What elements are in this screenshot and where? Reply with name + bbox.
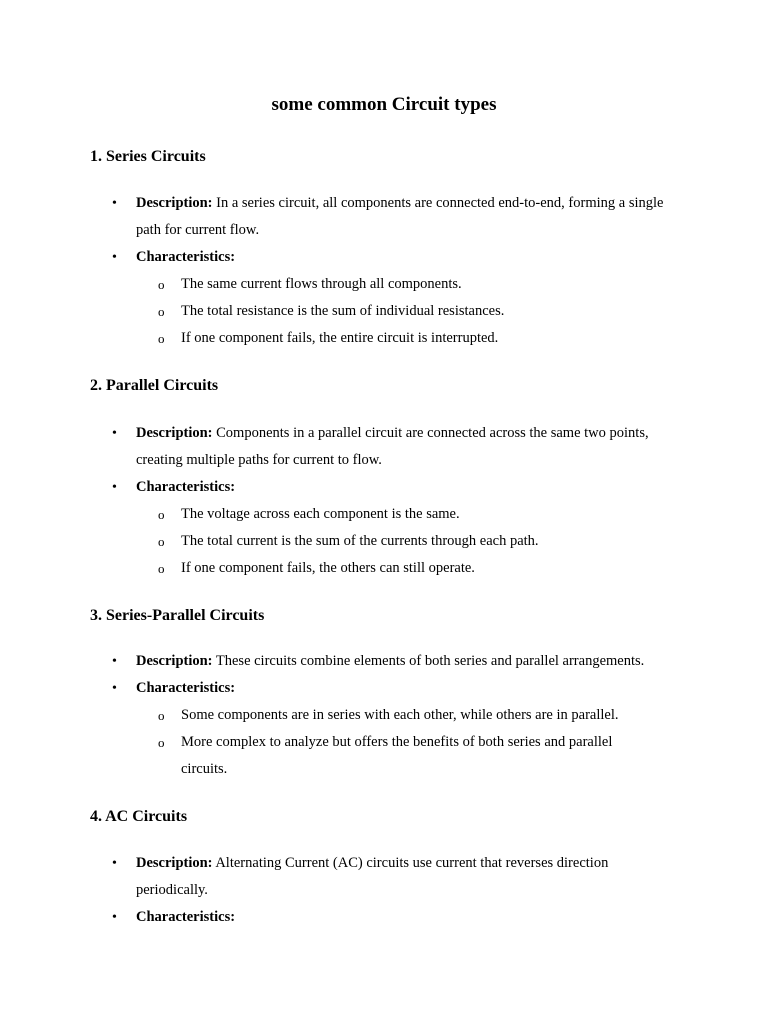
list-item-description bbox=[0, 648, 768, 675]
bullet-icon: • bbox=[112, 480, 117, 495]
circle-bullet-icon: o bbox=[158, 507, 165, 522]
bullet-icon: • bbox=[112, 856, 117, 871]
characteristics-label: Characteristics: bbox=[136, 249, 236, 265]
characteristic-text: The total current is the sum of the currents through each path. bbox=[181, 533, 539, 549]
circle-bullet-icon: o bbox=[158, 304, 165, 319]
description-label: Description: bbox=[136, 653, 213, 669]
characteristic-text: If one component fails, the entire circuit is interrupted. bbox=[181, 330, 499, 346]
description-text: These circuits combine elements of both series and parallel arrangements. bbox=[212, 653, 645, 669]
page-title: some common Circuit types bbox=[271, 94, 497, 115]
characteristic-text: The total resistance is the sum of individual resistances. bbox=[181, 303, 505, 319]
description-text: In a series circuit, all components are connected end-to-end, forming a single path for current flow. bbox=[136, 195, 664, 238]
list-item-characteristics bbox=[0, 244, 768, 271]
sub-list-item bbox=[0, 271, 768, 298]
characteristics-label: Characteristics: bbox=[136, 909, 236, 925]
circle-bullet-icon: o bbox=[158, 331, 165, 346]
sub-list-item bbox=[0, 555, 768, 582]
bullet-icon: • bbox=[112, 250, 117, 265]
bullet-icon: • bbox=[112, 196, 117, 211]
circle-bullet-icon: o bbox=[158, 561, 165, 576]
sub-list-item bbox=[0, 325, 768, 352]
description-label: Description: bbox=[136, 195, 213, 211]
bullet-icon: • bbox=[112, 681, 117, 696]
sub-list-item bbox=[0, 528, 768, 555]
circle-bullet-icon: o bbox=[158, 735, 165, 750]
section-body-series-parallel bbox=[0, 648, 768, 783]
section-heading-series-parallel: 3. Series-Parallel Circuits bbox=[90, 607, 265, 624]
description-text: Alternating Current (AC) circuits use current that reverses direction periodically. bbox=[136, 855, 609, 898]
characteristic-text: Some components are in series with each other, while others are in parallel. bbox=[181, 707, 619, 723]
circle-bullet-icon: o bbox=[158, 708, 165, 723]
list-item-description bbox=[0, 420, 768, 474]
circle-bullet-icon: o bbox=[158, 534, 165, 549]
description-text: Components in a parallel circuit are connected across the same two points, creating multiple paths for current to flow. bbox=[136, 425, 649, 468]
description-label: Description: bbox=[136, 425, 213, 441]
section-heading-series: 1. Series Circuits bbox=[90, 148, 206, 165]
characteristics-label: Characteristics: bbox=[136, 479, 236, 495]
list-item-description bbox=[0, 190, 768, 244]
characteristic-text: The same current flows through all components. bbox=[181, 276, 462, 292]
description-label: Description: bbox=[136, 855, 213, 871]
section-body-parallel bbox=[0, 420, 768, 582]
bullet-icon: • bbox=[112, 910, 117, 925]
list-item-characteristics bbox=[0, 675, 768, 702]
circle-bullet-icon: o bbox=[158, 277, 165, 292]
sub-list-item bbox=[0, 501, 768, 528]
characteristic-text: If one component fails, the others can still operate. bbox=[181, 560, 475, 576]
sub-list-item bbox=[0, 729, 768, 783]
bullet-icon: • bbox=[112, 426, 117, 441]
sub-list-item bbox=[0, 298, 768, 325]
section-heading-ac: 4. AC Circuits bbox=[90, 808, 188, 825]
list-item-description bbox=[0, 850, 768, 904]
characteristics-label: Characteristics: bbox=[136, 680, 236, 696]
section-heading-parallel: 2. Parallel Circuits bbox=[90, 377, 219, 394]
characteristic-text: More complex to analyze but offers the benefits of both series and parallel circuits. bbox=[181, 734, 613, 777]
bullet-icon: • bbox=[112, 654, 117, 669]
characteristic-text: The voltage across each component is the same. bbox=[181, 506, 460, 522]
list-item-characteristics bbox=[0, 474, 768, 501]
section-body-series bbox=[0, 190, 768, 352]
sub-list-item bbox=[0, 702, 768, 729]
section-body-ac bbox=[0, 850, 768, 931]
list-item-characteristics bbox=[0, 904, 768, 931]
